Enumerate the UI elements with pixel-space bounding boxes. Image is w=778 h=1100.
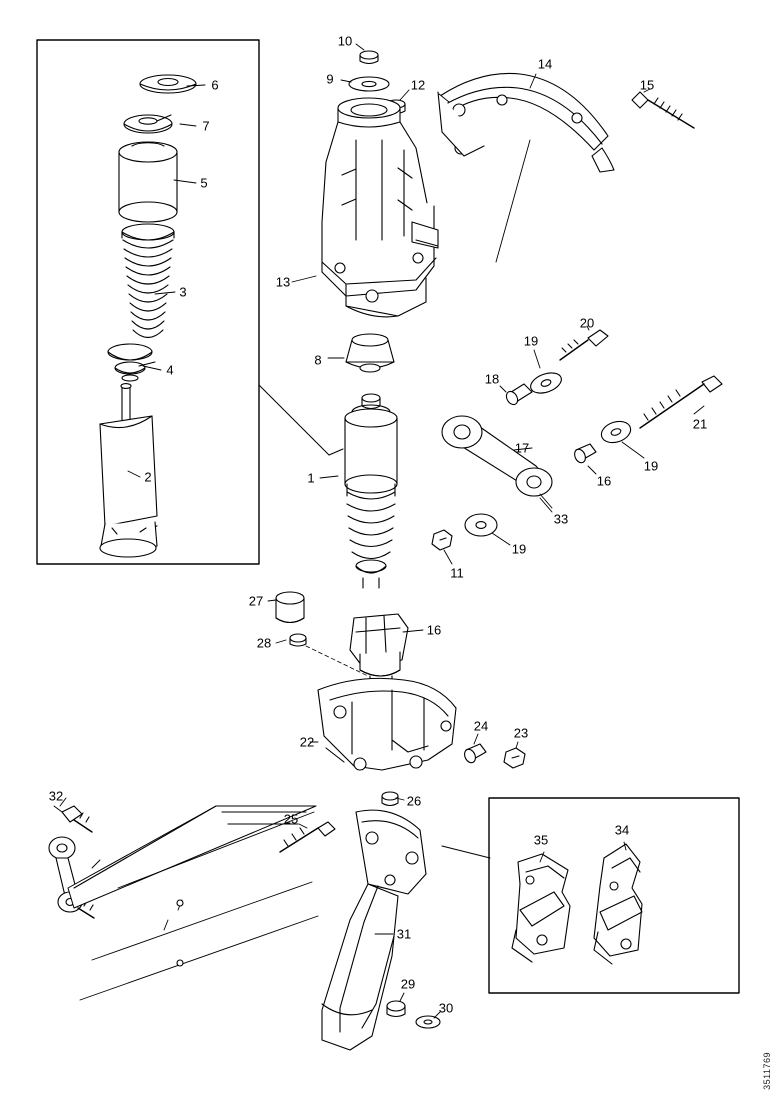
- callout-25: 25: [283, 811, 299, 827]
- callout-24: 24: [473, 718, 489, 734]
- callout-17: 17: [514, 440, 530, 456]
- callout-19-lower: 19: [511, 541, 527, 557]
- callout-32: 32: [48, 788, 64, 804]
- callout-2: 2: [144, 469, 152, 485]
- callout-28: 28: [256, 635, 272, 651]
- callout-26: 26: [406, 793, 422, 809]
- callout-31: 31: [396, 926, 412, 942]
- callout-19-upper: 19: [523, 333, 539, 349]
- callout-10: 10: [337, 33, 353, 49]
- callout-4: 4: [166, 362, 174, 378]
- callout-19-right: 19: [643, 458, 659, 474]
- callout-27: 27: [248, 593, 264, 609]
- callout-5: 5: [200, 175, 208, 191]
- callout-12: 12: [410, 77, 426, 93]
- callout-6: 6: [211, 77, 219, 93]
- callout-13: 13: [275, 274, 291, 290]
- callout-9: 9: [326, 71, 334, 87]
- callout-20: 20: [579, 315, 595, 331]
- callout-21: 21: [692, 416, 708, 432]
- callout-14: 14: [537, 56, 553, 72]
- callout-8: 8: [314, 352, 322, 368]
- callout-29: 29: [400, 976, 416, 992]
- callout-1: 1: [307, 470, 315, 486]
- callout-7: 7: [202, 118, 210, 134]
- callout-22: 22: [299, 734, 315, 750]
- callout-18: 18: [484, 371, 500, 387]
- sheet-code: 3511769: [762, 1052, 772, 1090]
- callout-16-upper-mount: 16: [426, 622, 442, 638]
- callout-30: 30: [438, 1000, 454, 1016]
- callout-35: 35: [533, 832, 549, 848]
- callout-16: 16: [596, 473, 612, 489]
- callout-23: 23: [513, 725, 529, 741]
- callout-33: 33: [553, 511, 569, 527]
- callout-3: 3: [179, 284, 187, 300]
- callout-15: 15: [639, 77, 655, 93]
- callout-34: 34: [614, 822, 630, 838]
- callout-11: 11: [450, 565, 464, 581]
